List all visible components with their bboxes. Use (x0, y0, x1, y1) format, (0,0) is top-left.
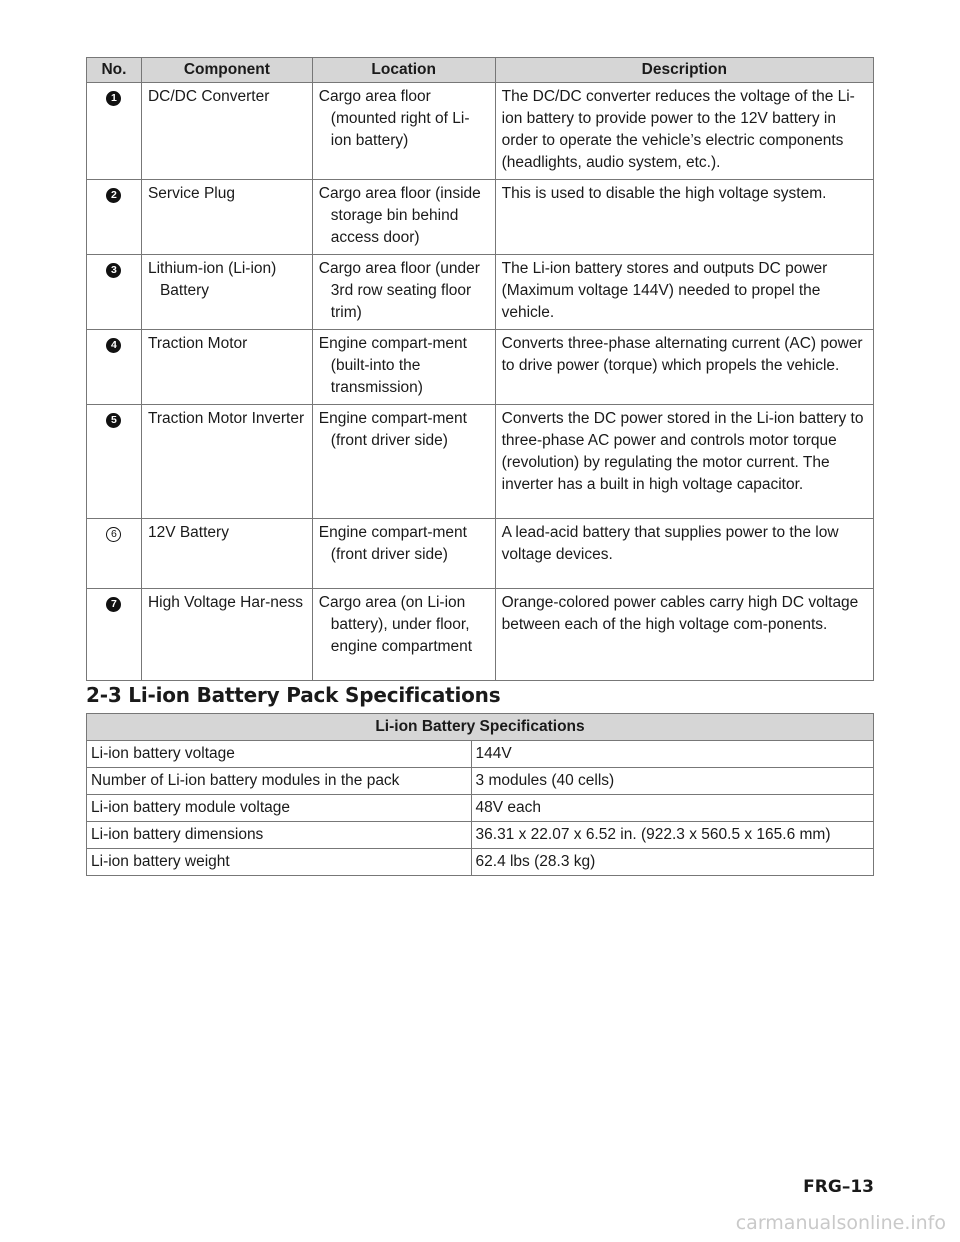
spec-value: 62.4 lbs (28.3 kg) (471, 849, 873, 876)
page-number: FRG–13 (803, 1177, 874, 1197)
table-row (87, 255, 874, 330)
table-row (87, 519, 874, 589)
component-cell: DC/DC Converter (141, 83, 312, 180)
row-number-badge: 6 (106, 527, 121, 542)
header-no: No. (87, 58, 142, 83)
table-row (87, 741, 874, 768)
row-number-badge: 1 (106, 91, 121, 106)
description-cell: The Li-ion battery stores and outputs DC power (Maximum voltage 144V) needed to propel the vehicle. (495, 255, 873, 330)
description-cell: Orange-colored power cables carry high DC voltage between each of the high voltage com-ponents. (495, 589, 873, 681)
row-number-badge: 7 (106, 597, 121, 612)
component-cell: High Voltage Har-ness (141, 589, 312, 681)
component-cell: Lithium-ion (Li-ion) Battery (141, 255, 312, 330)
spec-label: Li-ion battery module voltage (87, 795, 472, 822)
row-number-badge: 4 (106, 338, 121, 353)
table-row (87, 822, 874, 849)
table-row (87, 849, 874, 876)
component-cell: Traction Motor (141, 330, 312, 405)
row-number-badge: 2 (106, 188, 121, 203)
components-table (86, 57, 874, 681)
table-row (87, 330, 874, 405)
spec-label: Li-ion battery dimensions (87, 822, 472, 849)
spec-value: 144V (471, 741, 873, 768)
location-cell: Cargo area floor (under 3rd row seating floor trim) (312, 255, 495, 330)
section-title: 2-3 Li-ion Battery Pack Specifications (86, 683, 501, 707)
row-number-badge: 3 (106, 263, 121, 278)
location-cell: Engine compart-ment (built-into the transmission) (312, 330, 495, 405)
table-row (87, 795, 874, 822)
header-description: Description (495, 58, 873, 83)
description-cell: The DC/DC converter reduces the voltage of the Li-ion battery to provide power to the 12V battery in order to operate the vehicle’s electric components (headlights, audio system, etc.). (495, 83, 873, 180)
spec-value: 36.31 x 22.07 x 6.52 in. (922.3 x 560.5 x 165.6 mm) (471, 822, 873, 849)
component-cell: 12V Battery (141, 519, 312, 589)
spec-value: 3 modules (40 cells) (471, 768, 873, 795)
spec-label: Number of Li-ion battery modules in the pack (87, 768, 472, 795)
table-row (87, 83, 874, 180)
row-number-badge: 5 (106, 413, 121, 428)
table-row (87, 405, 874, 519)
location-cell: Engine compart-ment (front driver side) (312, 519, 495, 589)
description-cell: Converts the DC power stored in the Li-ion battery to three-phase AC power and controls motor torque (revolution) by regulating the motor current. The inverter has a built in high voltage capacitor. (495, 405, 873, 519)
spec-label: Li-ion battery weight (87, 849, 472, 876)
table-row (87, 589, 874, 681)
spec-value: 48V each (471, 795, 873, 822)
location-cell: Cargo area floor (inside storage bin behind access door) (312, 180, 495, 255)
location-cell: Cargo area (on Li-ion battery), under floor, engine compartment (312, 589, 495, 681)
description-cell: A lead-acid battery that supplies power to the low voltage devices. (495, 519, 873, 589)
description-cell: This is used to disable the high voltage system. (495, 180, 873, 255)
header-component: Component (141, 58, 312, 83)
components-table-header (87, 58, 874, 83)
header-location: Location (312, 58, 495, 83)
spec-label: Li-ion battery voltage (87, 741, 472, 768)
table-row (87, 180, 874, 255)
component-cell: Traction Motor Inverter (141, 405, 312, 519)
watermark: carmanualsonline.info (735, 1212, 946, 1234)
spec-table (86, 713, 874, 876)
description-cell: Converts three-phase alternating current (AC) power to drive power (torque) which propels the vehicle. (495, 330, 873, 405)
location-cell: Engine compart-ment (front driver side) (312, 405, 495, 519)
component-cell: Service Plug (141, 180, 312, 255)
location-cell: Cargo area floor (mounted right of Li-ion battery) (312, 83, 495, 180)
table-row (87, 768, 874, 795)
spec-table-header: Li-ion Battery Specifications (87, 714, 874, 741)
